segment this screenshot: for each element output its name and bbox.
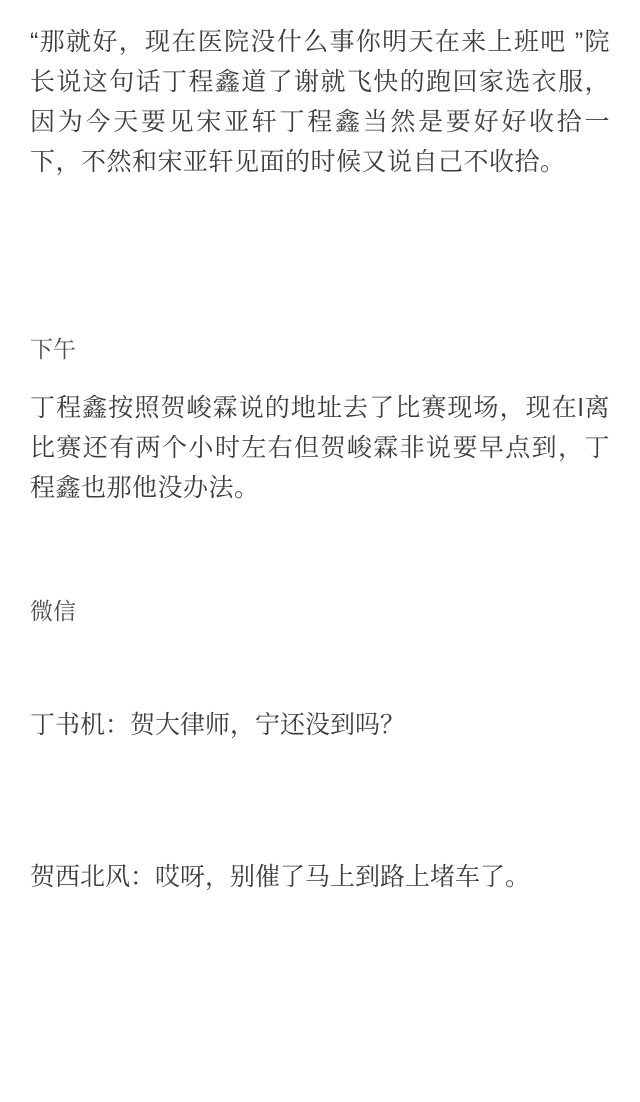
heading-gap — [30, 366, 610, 388]
chat-message-2: 贺西北风：哎呀，别催了马上到路上堵车了。 — [30, 863, 531, 891]
paragraph-opening: “那就好，现在医院没什么事你明天在来上班吧 ”院长说这句话丁程鑫道了谢就飞快的跑回家选衣服，因为今天要见宋亚轩丁程鑫当然是要好好收拾一下，不然和宋亚轩见面的时候又说自己不收拾。 — [30, 28, 610, 176]
chat-gap-two — [30, 744, 610, 822]
chat-message-1: 丁书机：贺大律师，宁还没到吗？ — [30, 711, 406, 739]
heading-afternoon: 下午 — [30, 336, 76, 362]
chat-gap-three — [30, 822, 610, 858]
section-spacer — [30, 182, 610, 332]
heading-wechat: 微信 — [30, 598, 76, 624]
chat-gap-one — [30, 628, 610, 706]
paragraph-afternoon: 丁程鑫按照贺峻霖说的地址去了比赛现场，现在l离比赛还有两个小时左右但贺峻霖非说要早点到，丁程鑫也那他没办法。 — [30, 394, 610, 502]
section-spacer-two — [30, 508, 610, 594]
